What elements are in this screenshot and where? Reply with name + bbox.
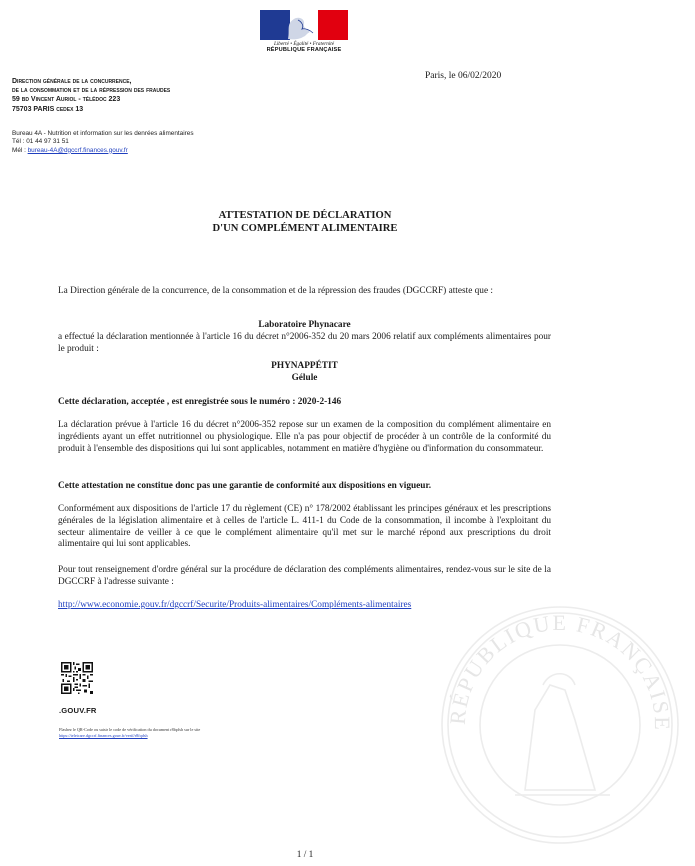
- rules-paragraph: Conformément aux dispositions de l'article 17 du règlement (CE) n° 178/2002 établissant les principes généraux et les prescriptions générales de la législation alimentaire et à celles de l'article L. 411-1 du Code de la consommation, il incombe à l'exploitant du secteur alimentaire de veiller à ce que le complément alimentaire qu'il met sur le marché répond aux prescriptions du droit alimentaire qui lui sont applicables.: [58, 504, 551, 550]
- title-line-2: D'UN COMPLÉMENT ALIMENTAIRE: [212, 223, 398, 234]
- declaration-paragraph: a effectué la déclaration mentionnée à l'article 16 du décret n°2006-352 du 20 mars 2006 relatif aux compléments alimentaires pour le produit :: [58, 332, 551, 354]
- registration-number: Cette déclaration, acceptée , est enregistrée sous le numéro : 2020-2-146: [58, 397, 342, 407]
- republic-label: RÉPUBLIQUE FRANÇAISE: [266, 47, 342, 53]
- place-date: Paris, le 06/02/2020: [425, 71, 502, 81]
- sender-line-4: 75703 PARIS cedex 13: [12, 105, 84, 113]
- product-form: Gélule: [291, 373, 318, 383]
- motto: Liberté • Égalité • Fraternité: [273, 41, 335, 47]
- page-number: 1 / 1: [296, 850, 314, 860]
- svg-text:RÉPUBLIQUE FRANÇAISE: [445, 610, 675, 732]
- title-line-1: ATTESTATION DE DÉCLARATION: [218, 210, 392, 221]
- review-paragraph: La déclaration prévue à l'article 16 du décret n°2006-352 repose sur un examen de la composition du complément alimentaire en ingrédients ayant un effet nutritionnel ou physiologique. Elle n'a pas pour objectif de procéder à un contrôle de la conformité du produit à l'ensemble des dispositions qui lui sont applicables, notamment en matière d'hygiène ou d'information du consommateur.: [58, 420, 551, 454]
- verification-link[interactable]: https://teleicare.dgccrf.finances.gouv.fr/verif/r8fqdsh: [59, 732, 148, 738]
- phone-line: Tél : 01 44 97 31 51: [12, 138, 69, 146]
- contact-block: [12, 130, 194, 155]
- document-title: [0, 209, 610, 235]
- product-name: PHYNAPPÉTIT: [271, 361, 338, 371]
- warning-statement: Cette attestation ne constitue donc pas une garantie de conformité aux dispositions en vigueur.: [58, 481, 432, 491]
- gouv-label: .GOUV.FR: [59, 706, 97, 715]
- info-paragraph: Pour tout renseignement d'ordre général sur la procédure de déclaration des compléments alimentaires, rendez-vous sur le site de la DGCCRF à l'adresse suivante :: [58, 565, 551, 587]
- seal-text: RÉPUBLIQUE FRANÇAISE: [444, 609, 676, 732]
- qr-code: [61, 662, 93, 694]
- sender-address: [12, 77, 170, 114]
- dgccrf-link[interactable]: http://www.economie.gouv.fr/dgccrf/Securite/Produits-alimentaires/Compléments-alimentaires: [58, 600, 412, 610]
- mail-link[interactable]: bureau-4A@dgccrf.finances.gouv.fr: [27, 146, 128, 154]
- republic-seal-watermark: [425, 590, 695, 860]
- qr-verification-note: [59, 727, 229, 738]
- company-name: Laboratoire Phynacare: [258, 320, 351, 330]
- mail-line: [12, 147, 194, 155]
- bureau-line: Bureau 4A - Nutrition et information sur les denrées alimentaires: [12, 130, 194, 137]
- intro-paragraph: La Direction générale de la concurrence, de la consommation et de la répression des fraudes (DGCCRF) atteste que :: [58, 286, 493, 296]
- qr-note-text: Flashez le QR-Code ou saisir le code de vérification du document r8fqdsh sur le site: [59, 727, 201, 732]
- mail-label: Mél :: [12, 146, 28, 154]
- sender-line-3: 59 bd Vincent Auriol - télédoc 223: [12, 96, 121, 104]
- marianne-flag-icon: [258, 10, 350, 40]
- sender-line-1: Direction générale de la concurrence,: [12, 78, 132, 85]
- marianne-logo: [258, 10, 350, 66]
- sender-line-2: de la consommation et de la répression des fraudes: [12, 87, 171, 95]
